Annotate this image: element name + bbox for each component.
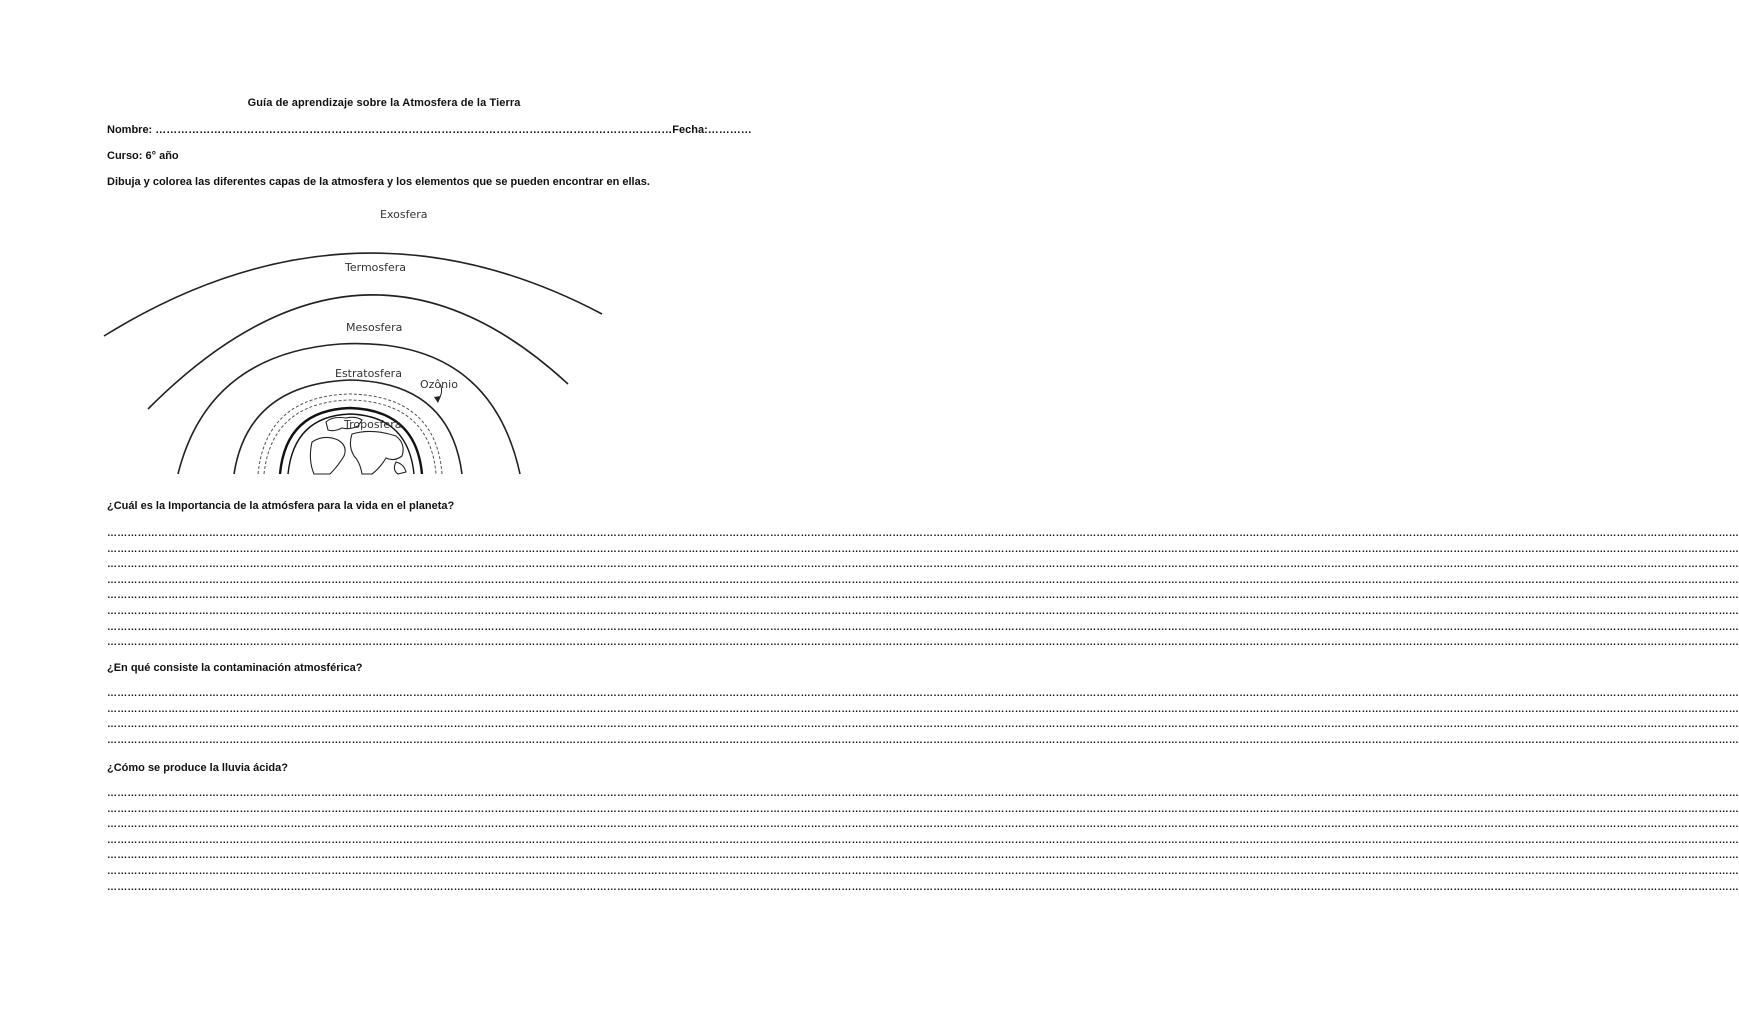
atmosphere-layers-diagram — [100, 204, 660, 476]
label-ozonio: Ozônio — [420, 378, 458, 391]
answer-dotted-line: ………………………………………………………………………………………………………………………………………………………………………………………………………………………………………………………………………………………………………………………………………………………………………………………………………………………………………… — [107, 559, 1739, 571]
instruction-text: Dibuja y colorea las diferentes capas de la atmosfera y los elementos que se pueden encontrar en ellas. — [107, 176, 650, 188]
label-mesosfera: Mesosfera — [346, 321, 403, 334]
answer-dotted-line: ………………………………………………………………………………………………………………………………………………………………………………………………………………………………………………………………………………………………………………………………………………………………………………………………………………………………………… — [107, 590, 1739, 602]
answer-dotted-line: ………………………………………………………………………………………………………………………………………………………………………………………………………………………………………………………………………………………………………………………………………………………………………………………………………………………………………… — [107, 866, 1739, 877]
answer-dotted-line: ………………………………………………………………………………………………………………………………………………………………………………………………………………………………………………………………………………………………………………………………………………………………………………………………………………………………………… — [107, 621, 1739, 633]
label-estratosfera: Estratosfera — [335, 367, 402, 380]
label-termosfera: Termosfera — [345, 261, 407, 274]
ozono-ring-outer — [258, 394, 442, 474]
answer-dotted-line: ………………………………………………………………………………………………………………………………………………………………………………………………………………………………………………………………………………………………………………………………………………………………………………………………………………………………………… — [107, 719, 1739, 731]
answer-dotted-line: ………………………………………………………………………………………………………………………………………………………………………………………………………………………………………………………………………………………………………………………………………………………………………………………………………………………………………… — [107, 819, 1739, 831]
worksheet-title: Guía de aprendizaje sobre la Atmosfera de la Tierra — [247, 97, 521, 109]
question-3: ¿Cómo se produce la lluvia ácida? — [107, 762, 288, 774]
label-exosfera: Exosfera — [380, 208, 428, 221]
ozonio-arrowhead — [434, 396, 441, 403]
answer-dotted-line: ………………………………………………………………………………………………………………………………………………………………………………………………………………………………………………………………………………………………………………………………………………………………………………………………………………………………………… — [107, 788, 1739, 799]
answer-dotted-line: ………………………………………………………………………………………………………………………………………………………………………………………………………………………………………………………………………………………………………………………………………………………………………………………………………………………………………… — [107, 637, 1739, 649]
termosfera-arc — [148, 295, 568, 409]
question-2: ¿En qué consiste la contaminación atmosférica? — [107, 662, 363, 674]
answer-dotted-line: ………………………………………………………………………………………………………………………………………………………………………………………………………………………………………………………………………………………………………………………………………………………………………………………………………………………………………… — [107, 543, 1739, 555]
answer-dotted-line: ………………………………………………………………………………………………………………………………………………………………………………………………………………………………………………………………………………………………………………………………………………………………………………………………………………………………………… — [107, 703, 1739, 715]
answer-dotted-line: ………………………………………………………………………………………………………………………………………………………………………………………………………………………………………………………………………………………………………………………………………………………………………………………………………………………………………… — [107, 803, 1739, 815]
answer-dotted-line: ………………………………………………………………………………………………………………………………………………………………………………………………………………………………………………………………………………………………………………………………………………………………………………………………………………………………………… — [107, 606, 1739, 617]
answer-dotted-line: ………………………………………………………………………………………………………………………………………………………………………………………………………………………………………………………………………………………………………………………………………………………………………………………………………………………………………… — [107, 574, 1739, 586]
answer-dotted-line: ………………………………………………………………………………………………………………………………………………………………………………………………………………………………………………………………………………………………………………………………………………………………………………………………………………………………………… — [107, 528, 1739, 539]
answer-dotted-line: ………………………………………………………………………………………………………………………………………………………………………………………………………………………………………………………………………………………………………………………………………………………………………………………………………………………………………… — [107, 881, 1739, 893]
question-1: ¿Cuál es la Importancia de la atmósfera para la vida en el planeta? — [107, 500, 455, 512]
label-troposfera: Troposfera — [344, 418, 402, 431]
answer-dotted-line: ………………………………………………………………………………………………………………………………………………………………………………………………………………………………………………………………………………………………………………………………………………………………………………………………………………………………………… — [107, 834, 1739, 846]
nombre-fecha-line: Nombre: ……………………………………………………………………………………………………………………………Fecha:………… — [107, 124, 752, 136]
answer-dotted-line: ………………………………………………………………………………………………………………………………………………………………………………………………………………………………………………………………………………………………………………………………………………………………………………………………………………………………………… — [107, 688, 1739, 699]
answer-dotted-line: ………………………………………………………………………………………………………………………………………………………………………………………………………………………………………………………………………………………………………………………………………………………………………………………………………………………………………… — [107, 734, 1739, 746]
answer-dotted-line: ………………………………………………………………………………………………………………………………………………………………………………………………………………………………………………………………………………………………………………………………………………………………………………………………………………………………………… — [107, 850, 1739, 862]
curso-line: Curso: 6° año — [107, 150, 179, 162]
